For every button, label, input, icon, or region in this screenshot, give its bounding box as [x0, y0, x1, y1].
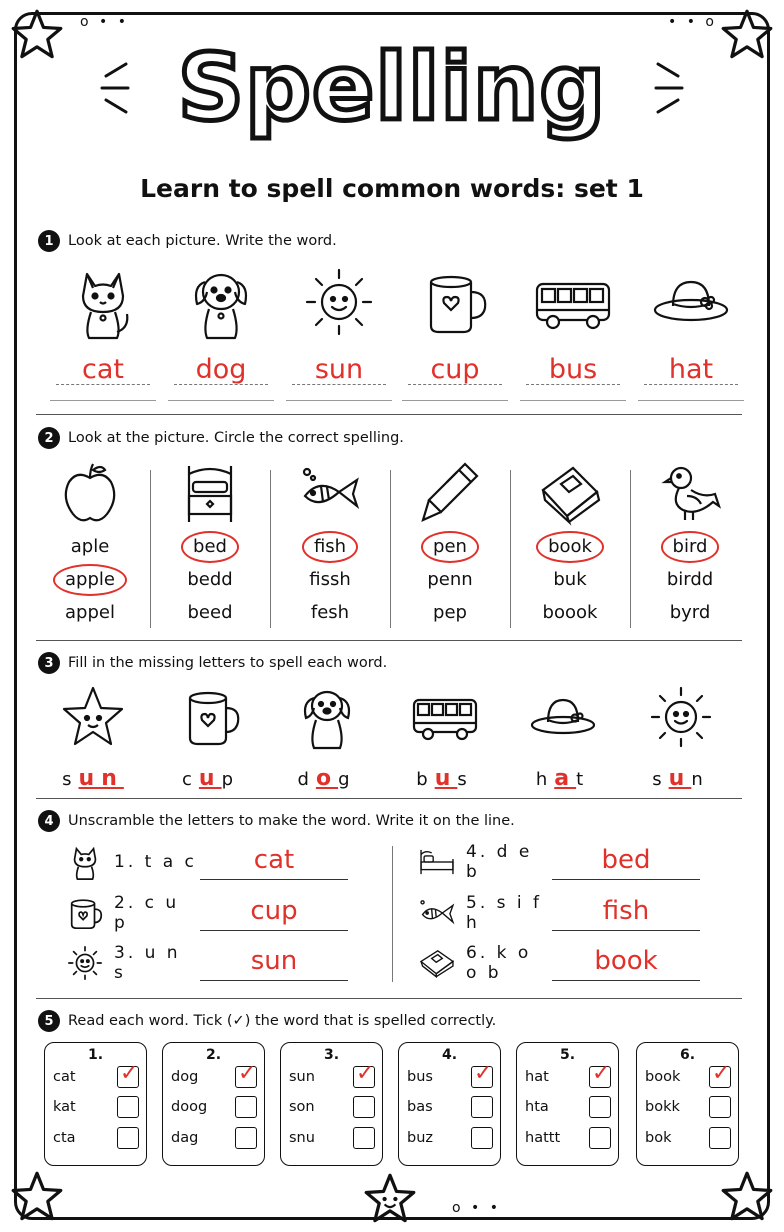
- word-choice: [407, 1126, 493, 1150]
- checkbox[interactable]: [709, 1096, 731, 1118]
- tick-box-group: [162, 1042, 265, 1166]
- cup-icon: [176, 682, 246, 752]
- scrambled-letters: 5. s i f h: [466, 893, 542, 933]
- unscramble-row: [66, 891, 348, 935]
- checkbox[interactable]: [235, 1096, 257, 1118]
- section-2-heading: [38, 427, 404, 449]
- section-instruction: Unscramble the letters to make the word. Write it on the line.: [68, 813, 515, 829]
- section-5-heading: [38, 1010, 496, 1032]
- unscramble-row: [66, 941, 348, 985]
- section-number: 2: [38, 427, 60, 449]
- writing-line[interactable]: [292, 384, 386, 385]
- checkbox[interactable]: [471, 1127, 493, 1149]
- bird-icon: [657, 460, 723, 526]
- spelling-option[interactable]: penn: [427, 569, 473, 590]
- tick-mark-icon: ✓: [356, 1061, 375, 1086]
- apple-icon: [57, 460, 123, 526]
- fill-in-word[interactable]: sun: [652, 766, 710, 791]
- tick-box-group: [516, 1042, 619, 1166]
- section-1-heading: [38, 230, 337, 252]
- scrambled-letters: 2. c u p: [114, 893, 180, 933]
- spelling-choice-column: [274, 460, 386, 632]
- column-divider: [150, 470, 151, 628]
- picture-word-item: [48, 262, 158, 402]
- fill-letters-item: [626, 682, 736, 791]
- page-subtitle: Learn to spell common words: set 1: [140, 174, 644, 203]
- checkbox[interactable]: [709, 1127, 731, 1149]
- decorative-dots: o • •: [80, 14, 129, 30]
- checkbox[interactable]: [235, 1127, 257, 1149]
- tick-mark-icon: ✓: [712, 1061, 731, 1086]
- fill-letters-item: [272, 682, 382, 791]
- written-word: sun: [314, 354, 364, 385]
- column-divider: [510, 470, 511, 628]
- picture-word-item: [166, 262, 276, 402]
- word: hat: [525, 1069, 549, 1085]
- word: dog: [171, 1069, 199, 1085]
- spelling-option-circled[interactable]: fish: [274, 530, 386, 563]
- bed-icon: [177, 460, 243, 526]
- cup-icon: [66, 894, 104, 932]
- picture-word-item: [284, 262, 394, 402]
- spelling-choice-column: [634, 460, 746, 632]
- answer-line[interactable]: book: [552, 945, 700, 981]
- writing-line[interactable]: [174, 384, 268, 385]
- dog-icon: [181, 262, 261, 342]
- unscramble-row: [418, 840, 700, 884]
- checkbox-ticked[interactable]: [353, 1061, 375, 1088]
- written-word: bus: [548, 354, 598, 385]
- word-choice: [171, 1061, 257, 1089]
- group-number: 1.: [87, 1047, 104, 1063]
- section-number: 1: [38, 230, 60, 252]
- writing-line[interactable]: [408, 384, 502, 385]
- spelling-option-circled[interactable]: book: [514, 530, 626, 563]
- cat-icon: [63, 262, 143, 342]
- section-instruction: Read each word. Tick (✓) the word that is spelled correctly.: [68, 1013, 497, 1029]
- writing-line: [168, 400, 274, 401]
- bus-icon: [410, 682, 480, 752]
- spelling-option[interactable]: fesh: [310, 602, 350, 623]
- word: cta: [53, 1130, 76, 1146]
- fill-letters-item: [38, 682, 148, 791]
- checkbox-ticked[interactable]: [471, 1061, 493, 1088]
- word-choice: [171, 1126, 257, 1150]
- fill-in-word[interactable]: sun: [62, 766, 124, 791]
- book-icon: [537, 460, 603, 526]
- section-divider: [36, 798, 742, 799]
- fill-in-word[interactable]: dog: [297, 766, 357, 791]
- writing-line[interactable]: [644, 384, 738, 385]
- section-divider: [36, 998, 742, 999]
- spelling-option[interactable]: beed: [187, 602, 233, 623]
- spelling-choice-column: [394, 460, 506, 632]
- decorative-dots: o • •: [452, 1200, 501, 1216]
- fill-letters-item: [508, 682, 618, 791]
- spelling-option[interactable]: buk: [553, 569, 587, 590]
- fill-in-word[interactable]: hat: [535, 766, 591, 791]
- checkbox-ticked[interactable]: [117, 1061, 139, 1088]
- page-title: Spelling: [177, 34, 607, 141]
- bus-icon: [533, 262, 613, 342]
- word-choice: [171, 1095, 257, 1119]
- word-choice: [645, 1061, 731, 1089]
- tick-mark-icon: ✓: [474, 1061, 493, 1086]
- word-choice: [53, 1061, 139, 1089]
- word: sun: [289, 1069, 315, 1085]
- spelling-option-circled[interactable]: bed: [154, 530, 266, 563]
- section-instruction: Fill in the missing letters to spell each word.: [68, 655, 388, 671]
- tick-mark-icon: ✓: [238, 1061, 257, 1086]
- spelling-option[interactable]: appel: [65, 602, 115, 623]
- word: bus: [407, 1069, 433, 1085]
- word-choice: [645, 1126, 731, 1150]
- answer-line[interactable]: bed: [552, 844, 700, 880]
- scrambled-letters: 1. t a c: [114, 852, 197, 872]
- dog-icon: [292, 682, 362, 752]
- section-divider: [36, 640, 742, 641]
- book-icon: [418, 944, 456, 982]
- hat-icon: [528, 682, 598, 752]
- word-choice: [525, 1061, 611, 1089]
- checkbox[interactable]: [353, 1127, 375, 1149]
- smiling-star-icon: [363, 1172, 417, 1226]
- column-divider: [630, 470, 631, 628]
- word-choice: [525, 1095, 611, 1119]
- writing-line[interactable]: [56, 384, 150, 385]
- checkbox[interactable]: [589, 1096, 611, 1118]
- spelling-option[interactable]: birdd: [666, 569, 714, 590]
- spelling-option-circled[interactable]: pen: [394, 530, 506, 563]
- fill-in-word[interactable]: bus: [416, 766, 474, 791]
- tick-mark-icon: ✓: [592, 1061, 611, 1086]
- writing-line[interactable]: [526, 384, 620, 385]
- answer-line[interactable]: cat: [200, 844, 348, 880]
- word: doog: [171, 1099, 208, 1115]
- tick-box-group: [280, 1042, 383, 1166]
- column-divider: [392, 846, 393, 982]
- word: buz: [407, 1130, 434, 1146]
- writing-line: [520, 400, 626, 401]
- picture-word-item: [518, 262, 628, 402]
- checkbox-ticked[interactable]: [589, 1061, 611, 1088]
- unscramble-row: [66, 840, 348, 884]
- cat-icon: [66, 843, 104, 881]
- sun-icon: [66, 944, 104, 982]
- word-choice: [53, 1126, 139, 1150]
- tick-box-group: [398, 1042, 501, 1166]
- checkbox[interactable]: [117, 1127, 139, 1149]
- spelling-option[interactable]: pep: [433, 602, 467, 623]
- fish-icon: [297, 460, 363, 526]
- written-word: hat: [668, 354, 714, 385]
- section-instruction: Look at each picture. Write the word.: [68, 233, 337, 249]
- section-number: 3: [38, 652, 60, 674]
- sun-icon: [299, 262, 379, 342]
- spelling-option-circled[interactable]: bird: [634, 530, 746, 563]
- word-choice: [645, 1095, 731, 1119]
- word: kat: [53, 1099, 76, 1115]
- word: dag: [171, 1130, 199, 1146]
- unscramble-row: [418, 941, 700, 985]
- section-divider: [36, 414, 742, 415]
- word-choice: [525, 1126, 611, 1150]
- word: book: [645, 1069, 681, 1085]
- written-word: cup: [430, 354, 480, 385]
- word: son: [289, 1099, 315, 1115]
- bed-icon: [418, 843, 456, 881]
- writing-line: [286, 400, 392, 401]
- section-instruction: Look at the picture. Circle the correct spelling.: [68, 430, 404, 446]
- group-number: 5.: [559, 1047, 576, 1063]
- word: bas: [407, 1099, 433, 1115]
- column-divider: [390, 470, 391, 628]
- cup-icon: [415, 262, 495, 342]
- tick-mark-icon: ✓: [120, 1061, 139, 1086]
- spelling-option[interactable]: bedd: [187, 569, 233, 590]
- decorative-dots: • • o: [668, 14, 717, 30]
- answer-line[interactable]: fish: [552, 895, 700, 931]
- spelling-choice-column: [514, 460, 626, 632]
- spelling-choice-column: [154, 460, 266, 632]
- word: hattt: [525, 1130, 561, 1146]
- section-3-heading: [38, 652, 387, 674]
- group-number: 3.: [323, 1047, 340, 1063]
- spelling-option-circled[interactable]: apple: [34, 563, 146, 596]
- fill-in-word[interactable]: cup: [181, 766, 240, 791]
- written-word: cat: [82, 354, 124, 385]
- spelling-option[interactable]: aple: [70, 536, 110, 557]
- spelling-option[interactable]: boook: [542, 602, 598, 623]
- unscramble-row: [418, 891, 700, 935]
- written-word: dog: [195, 354, 247, 385]
- fish-icon: [418, 894, 456, 932]
- checkbox[interactable]: [471, 1096, 493, 1118]
- fill-letters-item: [390, 682, 500, 791]
- section-4-heading: [38, 810, 515, 832]
- checkbox[interactable]: [589, 1127, 611, 1149]
- star-icon: [58, 682, 128, 752]
- star-icon: [720, 1170, 774, 1224]
- star-icon: [10, 1170, 64, 1224]
- word-choice: [289, 1061, 375, 1089]
- answer-line[interactable]: sun: [200, 945, 348, 981]
- section-number: 5: [38, 1010, 60, 1032]
- word-choice: [407, 1061, 493, 1089]
- group-number: 6.: [679, 1047, 696, 1063]
- scrambled-letters: 4. d e b: [466, 842, 533, 882]
- tick-box-group: [44, 1042, 147, 1166]
- pen-icon: [417, 460, 483, 526]
- word: snu: [289, 1130, 315, 1146]
- word-choice: [289, 1095, 375, 1119]
- writing-line: [638, 400, 744, 401]
- checkbox[interactable]: [117, 1096, 139, 1118]
- column-divider: [270, 470, 271, 628]
- fill-letters-item: [156, 682, 266, 791]
- picture-word-item: [636, 262, 746, 402]
- checkbox[interactable]: [353, 1096, 375, 1118]
- group-number: 4.: [441, 1047, 458, 1063]
- word: hta: [525, 1099, 549, 1115]
- title-banner: [0, 18, 784, 158]
- word: cat: [53, 1069, 76, 1085]
- sun-icon: [646, 682, 716, 752]
- word-choice: [289, 1126, 375, 1150]
- writing-line: [50, 400, 156, 401]
- hat-icon: [651, 262, 731, 342]
- word-choice: [407, 1095, 493, 1119]
- word-choice: [53, 1095, 139, 1119]
- tick-box-group: [636, 1042, 739, 1166]
- word: bokk: [645, 1099, 680, 1115]
- checkbox-ticked[interactable]: [235, 1061, 257, 1088]
- scrambled-letters: 3. u n s: [114, 943, 181, 983]
- answer-line[interactable]: cup: [200, 895, 348, 931]
- picture-word-item: [400, 262, 510, 402]
- checkbox-ticked[interactable]: [709, 1061, 731, 1088]
- group-number: 2.: [205, 1047, 222, 1063]
- spelling-option[interactable]: byrd: [669, 602, 711, 623]
- spelling-choice-column: [34, 460, 146, 632]
- writing-line: [402, 400, 508, 401]
- scrambled-letters: 6. k o o b: [466, 943, 532, 983]
- spelling-option[interactable]: fissh: [309, 569, 351, 590]
- section-number: 4: [38, 810, 60, 832]
- word: bok: [645, 1130, 672, 1146]
